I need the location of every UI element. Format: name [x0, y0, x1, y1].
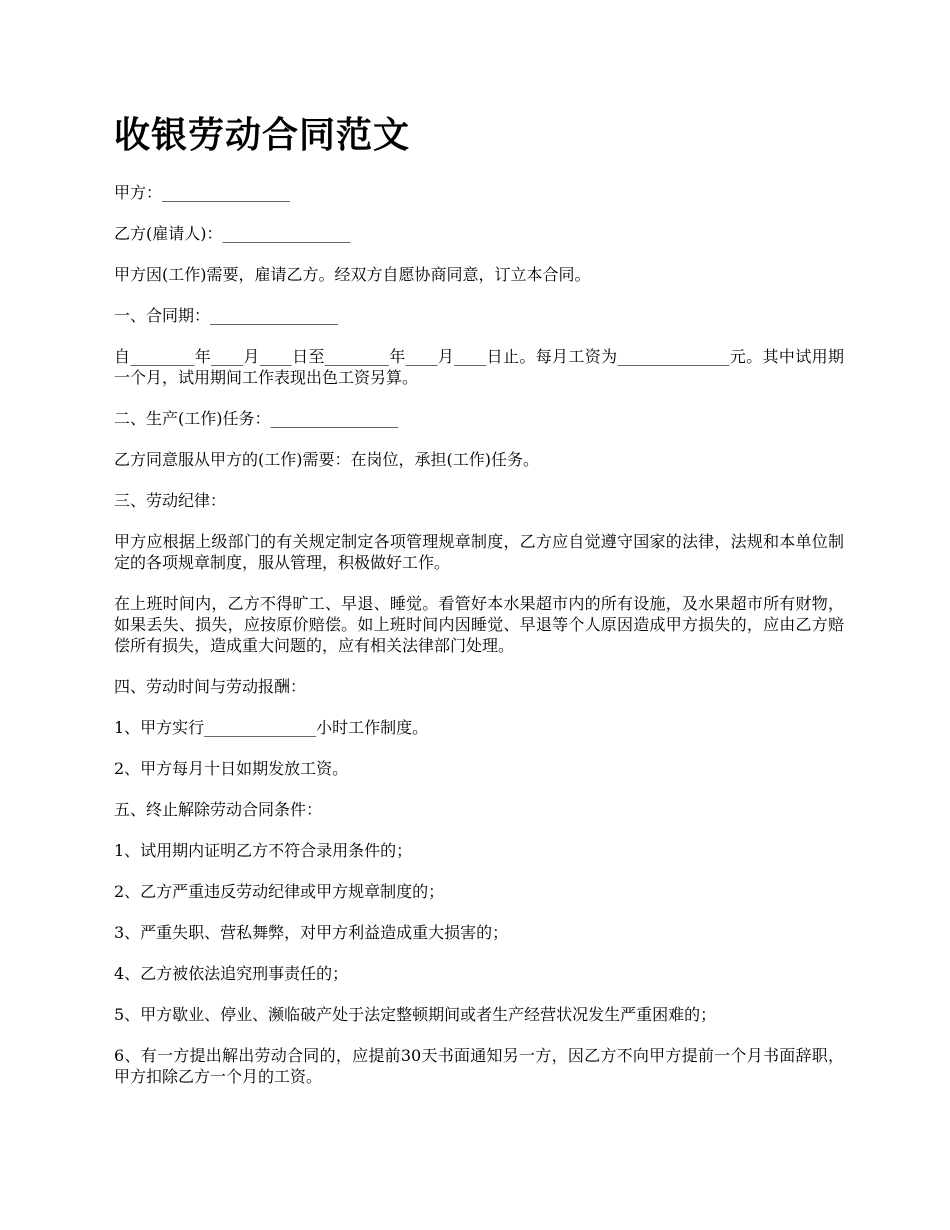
- task-paragraph: 乙方同意服从甲方的(工作)需要：在岗位，承担(工作)任务。: [114, 450, 539, 469]
- document-page: [114, 110, 844, 1107]
- termination-item-3: 3、严重失职、营私舞弊，对甲方利益造成重大损害的；: [114, 923, 509, 942]
- document-title: 收银劳动合同范文: [114, 115, 411, 156]
- termination-item-2: 2、乙方严重违反劳动纪律或甲方规章制度的；: [114, 882, 445, 901]
- contract-term-paragraph: 自________年____月____日至________年____月____日止。每月工资为______________元。其中试用期一个月，试用期间工作表现出色工资另算。: [114, 347, 844, 387]
- section-2-heading: 二、生产(工作)任务：________________: [114, 409, 399, 428]
- working-hours-item: 1、甲方实行______________小时工作制度。: [114, 718, 429, 737]
- preamble-paragraph: 甲方因(工作)需要，雇请乙方。经双方自愿协商同意，订立本合同。: [114, 265, 591, 284]
- section-4-heading: 四、劳动时间与劳动报酬：: [114, 677, 307, 696]
- termination-item-1: 1、试用期内证明乙方不符合录用条件的；: [114, 841, 413, 860]
- termination-item-4: 4、乙方被依法追究刑事责任的；: [114, 964, 349, 983]
- party-b-line: 乙方(雇请人)：________________: [114, 224, 351, 243]
- section-3-heading: 三、劳动纪律：: [114, 491, 227, 510]
- termination-item-5: 5、甲方歇业、停业、濒临破产处于法定整顿期间或者生产经营状况发生严重困难的；: [114, 1005, 717, 1024]
- discipline-paragraph-2: 在上班时间内，乙方不得旷工、早退、睡觉。看管好本水果超市内的所有设施，及水果超市所有财物，如果丢失、损失，应按原价赔偿。如上班时间内因睡觉、早退等个人原因造成甲方损失的，应由乙方赔偿所有损失，造成重大问题的，应有相关法律部门处理。: [114, 594, 844, 655]
- party-a-line: 甲方：________________: [114, 183, 291, 202]
- discipline-paragraph-1: 甲方应根据上级部门的有关规定制定各项管理规章制度，乙方应自觉遵守国家的法律，法规和本单位制定的各项规章制度，服从管理，积极做好工作。: [114, 532, 844, 572]
- section-5-heading: 五、终止解除劳动合同条件：: [114, 800, 323, 819]
- termination-item-6: 6、有一方提出解出劳动合同的，应提前30天书面通知另一方，因乙方不向甲方提前一个月书面辞职，甲方扣除乙方一个月的工资。: [114, 1046, 844, 1086]
- payday-item: 2、甲方每月十日如期发放工资。: [114, 759, 349, 778]
- section-1-heading: 一、合同期：________________: [114, 306, 339, 325]
